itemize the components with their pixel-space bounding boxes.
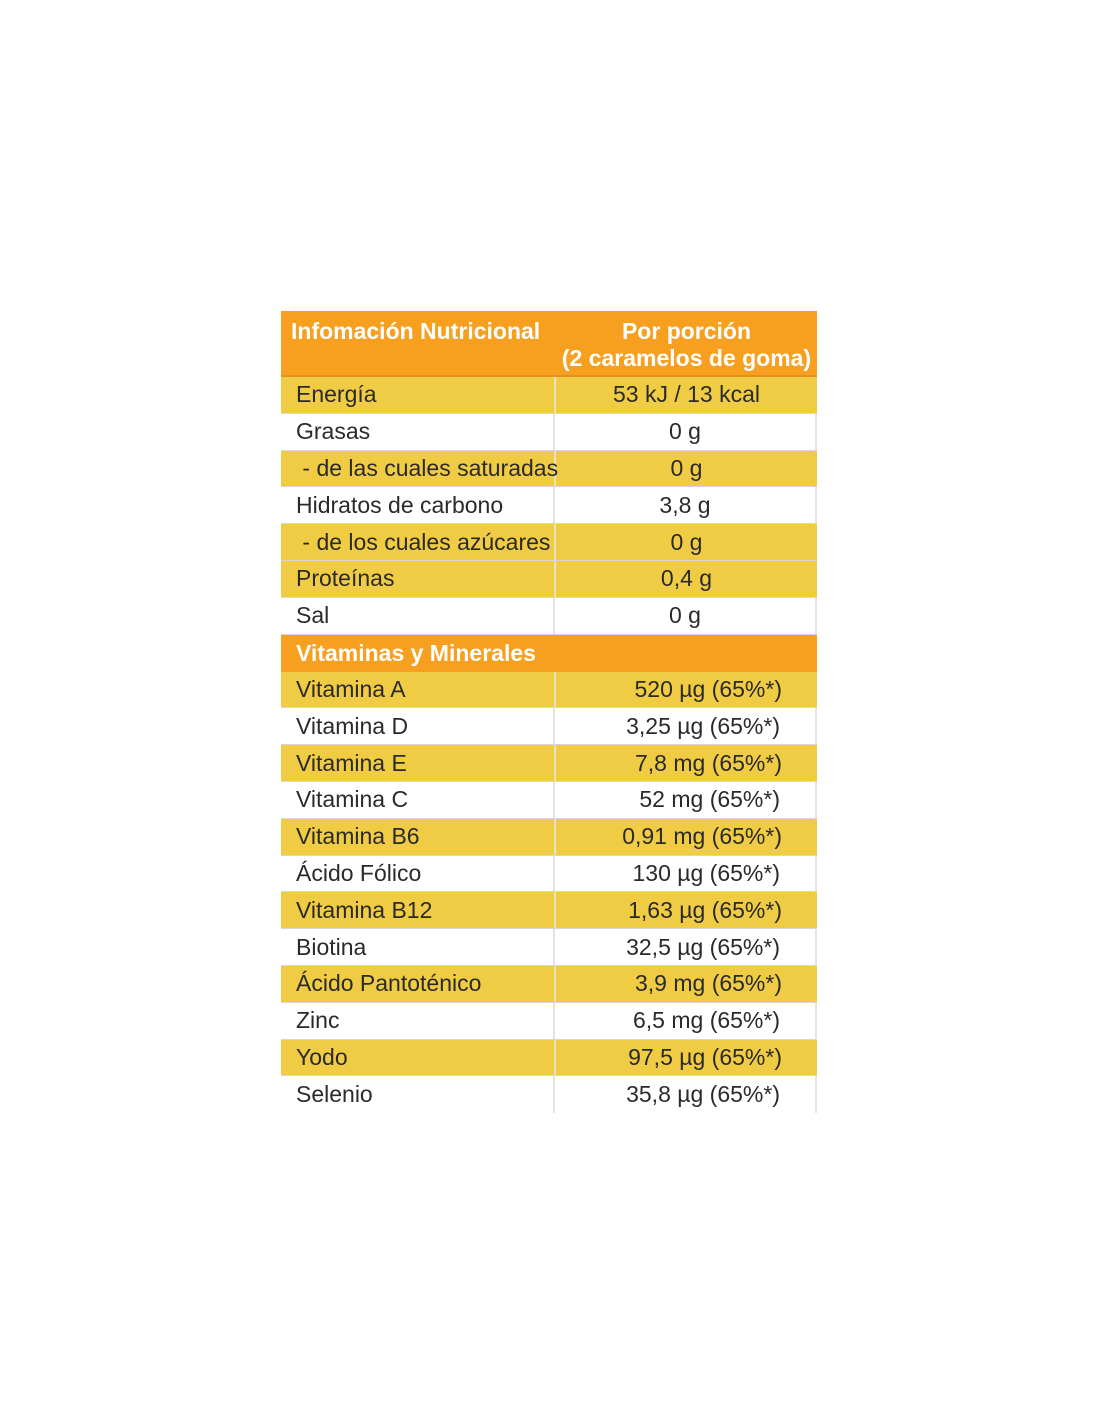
nutrient-name: - de las cuales saturadas	[281, 451, 556, 487]
vitamin-name: Ácido Pantoténico	[281, 966, 556, 1002]
table-row	[281, 414, 817, 451]
nutrient-value: 0 g	[670, 454, 703, 481]
table-row	[281, 929, 817, 966]
vitamin-name: Ácido Fólico	[281, 856, 555, 892]
table-row	[281, 892, 817, 929]
vitamin-name: Yodo	[281, 1040, 556, 1076]
vitamin-value: 520 µg (65%*)	[634, 675, 782, 702]
nutrient-name: Hidratos de carbono	[281, 487, 555, 523]
vitamin-name: Zinc	[281, 1003, 555, 1039]
table-row	[281, 451, 817, 488]
table-row	[281, 745, 817, 782]
nutrient-value: 3,8 g	[659, 491, 711, 518]
nutrient-value: 53 kJ / 13 kcal	[612, 381, 761, 408]
vitamin-name: Vitamina B6	[281, 819, 556, 855]
vitamin-value: 1,63 µg (65%*)	[628, 896, 782, 923]
vitamin-name: Vitamina B12	[281, 892, 556, 928]
vitamin-name: Vitamina C	[281, 782, 555, 818]
vitamin-value: 52 mg (65%*)	[639, 786, 780, 813]
table-row	[281, 966, 817, 1003]
nutrient-name: - de los cuales azúcares	[281, 524, 556, 560]
table-row	[281, 708, 817, 745]
nutrient-name: Grasas	[281, 414, 555, 450]
table-row	[281, 819, 817, 856]
header-nutrition-info: Infomación Nutricional	[291, 318, 541, 344]
vitamin-value: 7,8 mg (65%*)	[634, 749, 782, 776]
nutrient-name: Energía	[281, 377, 556, 413]
vitamin-value: 3,9 mg (65%*)	[634, 970, 782, 997]
table-row	[281, 561, 817, 598]
nutrient-name: Proteínas	[281, 561, 556, 597]
table-header	[281, 311, 817, 377]
vitamin-value: 6,5 mg (65%*)	[632, 1007, 780, 1034]
nutrients-body	[281, 377, 817, 635]
vitamin-value: 0,91 mg (65%*)	[622, 823, 782, 850]
vitamin-name: Vitamina D	[281, 708, 555, 744]
header-per-serving-line1: Por porción	[621, 318, 752, 344]
vitamin-name: Vitamina A	[281, 672, 556, 708]
vitamin-name: Biotina	[281, 929, 555, 965]
table-row	[281, 377, 817, 414]
vitamin-value: 97,5 µg (65%*)	[628, 1043, 782, 1070]
table-row	[281, 1076, 817, 1113]
vitamin-value: 32,5 µg (65%*)	[626, 933, 780, 960]
vitamin-value: 130 µg (65%*)	[632, 859, 780, 886]
table-row	[281, 1003, 817, 1040]
nutrient-value: 0,4 g	[660, 565, 713, 592]
table-row	[281, 487, 817, 524]
nutrient-value: 0 g	[669, 602, 701, 629]
vitamin-value: 35,8 µg (65%*)	[626, 1081, 780, 1108]
section-title-vitamins-minerals: Vitaminas y Minerales	[281, 635, 817, 672]
vitamin-name: Selenio	[281, 1076, 555, 1113]
table-row	[281, 856, 817, 893]
vitamin-value: 3,25 µg (65%*)	[626, 712, 780, 739]
nutrient-value: 0 g	[669, 418, 701, 445]
table-row	[281, 782, 817, 819]
nutrition-table	[281, 311, 817, 1113]
nutrient-name: Sal	[281, 598, 555, 634]
table-row	[281, 598, 817, 635]
table-row	[281, 1040, 817, 1077]
table-row	[281, 672, 817, 709]
nutrient-value: 0 g	[670, 528, 703, 555]
header-per-serving	[556, 311, 817, 375]
table-row	[281, 524, 817, 561]
header-per-serving-line2: (2 caramelos de goma)	[561, 345, 812, 371]
vitamin-name: Vitamina E	[281, 745, 556, 781]
vitamins-body	[281, 672, 817, 1114]
